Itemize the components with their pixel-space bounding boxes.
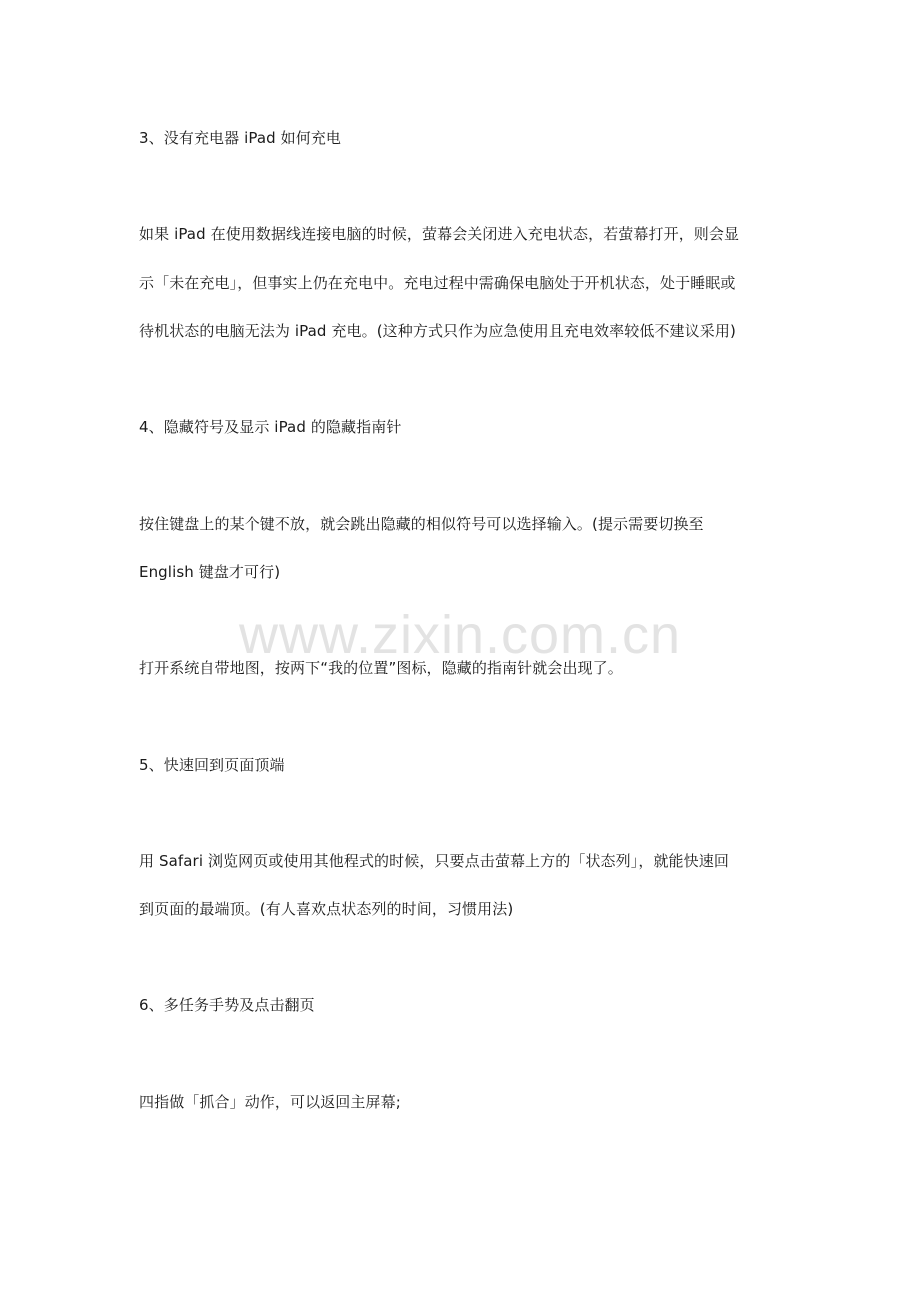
section-6-paragraph-line-1: 四指做「抓合」动作，可以返回主屏幕; [139, 1093, 401, 1111]
section-3-paragraph-line-2: 示「未在充电」，但事实上仍在充电中。充电过程中需确保电脑处于开机状态，处于睡眠或 [139, 274, 736, 292]
section-3-paragraph-line-3: 待机状态的电脑无法为 iPad 充电。(这种方式只作为应急使用且充电效率较低不建议采用) [139, 322, 736, 340]
section-4-heading: 4、隐藏符号及显示 iPad 的隐藏指南针 [139, 418, 402, 436]
section-4-paragraph-line-1: 按住键盘上的某个键不放，就会跳出隐藏的相似符号可以选择输入。(提示需要切换至 [139, 515, 704, 533]
section-4-paragraph-line-2: English 键盘才可行) [139, 563, 281, 581]
section-5-paragraph-line-1: 用 Safari 浏览网页或使用其他程式的时候，只要点击萤幕上方的「状态列」，就能快速回 [139, 852, 729, 870]
section-3-paragraph-line-1: 如果 iPad 在使用数据线连接电脑的时候，萤幕会关闭进入充电状态，若萤幕打开，则会显 [139, 225, 740, 243]
section-3-heading: 3、没有充电器 iPad 如何充电 [139, 129, 342, 147]
section-6-heading: 6、多任务手势及点击翻页 [139, 996, 315, 1014]
section-5-heading: 5、快速回到页面顶端 [139, 756, 285, 774]
section-4-paragraph-2: 打开系统自带地图，按两下“我的位置”图标，隐藏的指南针就会出现了。 [139, 659, 623, 677]
watermark: www.zixin.com.cn [238, 605, 682, 665]
section-5-paragraph-line-2: 到页面的最端顶。(有人喜欢点状态列的时间，习惯用法) [139, 900, 514, 918]
